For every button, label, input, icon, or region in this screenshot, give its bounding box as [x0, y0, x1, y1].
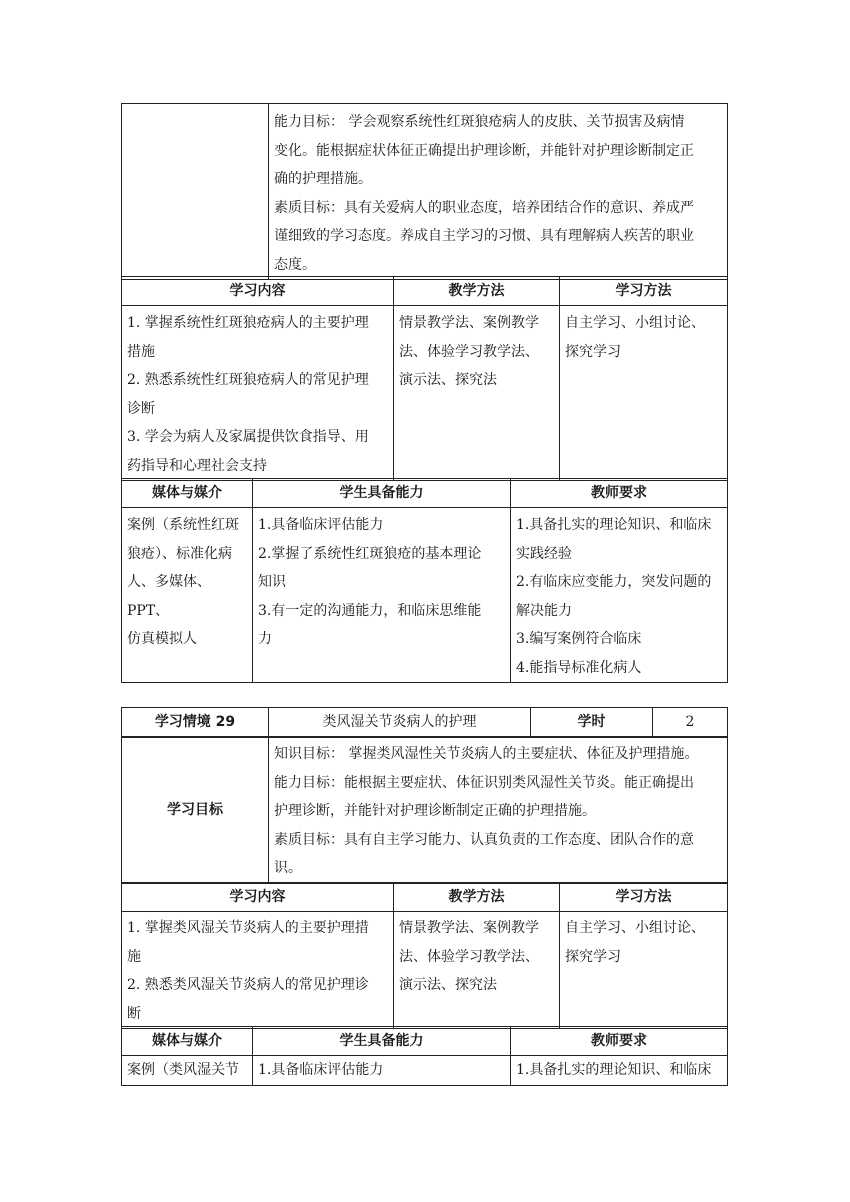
objectives-text-cell: [269, 738, 728, 884]
section1-objectives-table: [121, 103, 728, 280]
section1-methods-table: [121, 276, 728, 481]
header-media: 媒体与媒介: [122, 1027, 253, 1056]
header-media: 媒体与媒介: [122, 479, 253, 508]
situation-title: 类风湿关节炎病人的护理: [269, 708, 531, 737]
teacher-line: 解决能力: [516, 602, 572, 619]
header-content: 学习内容: [122, 277, 394, 306]
ability-cell: [253, 1056, 511, 1086]
header-content: 学习内容: [122, 883, 394, 912]
objective-line: 变化。能根据症状体征正确提出护理诊断，并能针对护理诊断制定正: [274, 142, 694, 159]
content-cell: [122, 912, 394, 1029]
teacher-cell: [511, 508, 728, 683]
content-line: 2. 熟悉系统性红斑狼疮病人的常见护理: [127, 372, 369, 388]
ability-line: 2.掌握了系统性红斑狼疮的基本理论: [258, 545, 482, 562]
ability-cell: [253, 508, 511, 683]
content-line: 诊断: [127, 400, 155, 417]
objective-line: 素质目标：具有自主学习能力、认真负责的工作态度、团队合作的意: [274, 831, 694, 848]
objectives-text-cell: [269, 104, 728, 280]
content-line: 施: [127, 948, 141, 965]
objectives-label-cell: [122, 104, 269, 280]
content-line: 措施: [127, 343, 155, 360]
header-teaching: 教学方法: [394, 277, 560, 306]
content-line: 2. 熟悉类风湿关节炎病人的常见护理诊: [127, 977, 369, 993]
media-cell: [122, 508, 253, 683]
teacher-line: 实践经验: [516, 545, 572, 562]
media-line: 仿真模拟人: [127, 631, 197, 647]
situation-label: 学习情境 29: [122, 708, 269, 737]
learning-cell: [560, 912, 728, 1029]
content-line: 断: [127, 1005, 141, 1022]
section2-resources-table: [121, 1026, 728, 1086]
teaching-line: 演示法、探究法: [399, 977, 497, 993]
teacher-line: 2.有临床应变能力，突发问题的: [516, 574, 712, 590]
learning-line: 探究学习: [565, 343, 621, 360]
media-line: 案例（系统性红斑: [127, 517, 239, 533]
teaching-cell: [394, 912, 560, 1029]
objective-line: 护理诊断，并能针对护理诊断制定正确的护理措施。: [274, 803, 596, 819]
header-learning: 学习方法: [560, 277, 728, 306]
objectives-label: 学习目标: [122, 738, 269, 884]
content-line: 1. 掌握系统性红斑狼疮病人的主要护理: [127, 315, 369, 331]
objective-line: 识。: [274, 860, 302, 876]
objective-line: 态度。: [274, 256, 316, 273]
teacher-line: 1.具备扎实的理论知识、和临床: [516, 517, 712, 533]
header-ability: 学生具备能力: [253, 479, 511, 508]
media-line: 人、多媒体、PPT、: [127, 574, 211, 619]
teaching-line: 法、体验学习教学法、: [399, 948, 539, 965]
header-ability: 学生具备能力: [253, 1027, 511, 1056]
ability-line: 知识: [258, 574, 286, 590]
section1-resources-table: [121, 478, 728, 683]
teaching-line: 情景教学法、案例教学: [399, 315, 539, 331]
content-line: 药指导和心理社会支持: [127, 457, 267, 474]
media-cell: [122, 1056, 253, 1086]
hours-value: 2: [653, 708, 728, 737]
content-line: 3. 学会为病人及家属提供饮食指导、用: [127, 429, 369, 445]
learning-line: 自主学习、小组讨论、: [565, 920, 705, 936]
objective-line: 知识目标： 掌握类风湿性关节炎病人的主要症状、体征及护理措施。: [274, 746, 699, 762]
teacher-cell: [511, 1056, 728, 1086]
teaching-line: 情景教学法、案例教学: [399, 920, 539, 936]
objective-line: 谨细致的学习态度。养成自主学习的习惯、具有理解病人疾苦的职业: [274, 228, 694, 244]
media-line: 案例（类风湿关节: [127, 1062, 239, 1078]
ability-line: 1.具备临床评估能力: [258, 1062, 384, 1078]
objective-line: 能力目标：能根据主要症状、体征识别类风湿性关节炎。能正确提出: [274, 774, 694, 791]
header-teacher: 教师要求: [511, 1027, 728, 1056]
learning-cell: [560, 306, 728, 481]
header-teaching: 教学方法: [394, 883, 560, 912]
learning-line: 探究学习: [565, 948, 621, 965]
objective-line: 素质目标：具有关爱病人的职业态度，培养团结合作的意识、养成严: [274, 199, 694, 216]
section2-title-table: [121, 707, 728, 737]
teacher-line: 4.能指导标准化病人: [516, 659, 642, 676]
content-line: 1. 掌握类风湿关节炎病人的主要护理措: [127, 920, 369, 936]
teaching-line: 演示法、探究法: [399, 372, 497, 388]
teacher-line: 3.编写案例符合临床: [516, 631, 642, 647]
teaching-cell: [394, 306, 560, 481]
ability-line: 3.有一定的沟通能力，和临床思维能: [258, 602, 482, 619]
objective-line: 能力目标： 学会观察系统性红斑狼疮病人的皮肤、关节损害及病情: [274, 114, 685, 130]
section2-objectives-table: [121, 737, 728, 884]
teacher-line: 1.具备扎实的理论知识、和临床: [516, 1062, 712, 1078]
section2-methods-table: [121, 882, 728, 1029]
teaching-line: 法、体验学习教学法、: [399, 343, 539, 360]
ability-line: 1.具备临床评估能力: [258, 517, 384, 533]
objective-line: 确的护理措施。: [274, 171, 372, 187]
content-cell: [122, 306, 394, 481]
header-teacher: 教师要求: [511, 479, 728, 508]
media-line: 狼疮）、标准化病: [127, 545, 232, 562]
hours-label: 学时: [531, 708, 653, 737]
learning-line: 自主学习、小组讨论、: [565, 315, 705, 331]
header-learning: 学习方法: [560, 883, 728, 912]
ability-line: 力: [258, 631, 272, 647]
